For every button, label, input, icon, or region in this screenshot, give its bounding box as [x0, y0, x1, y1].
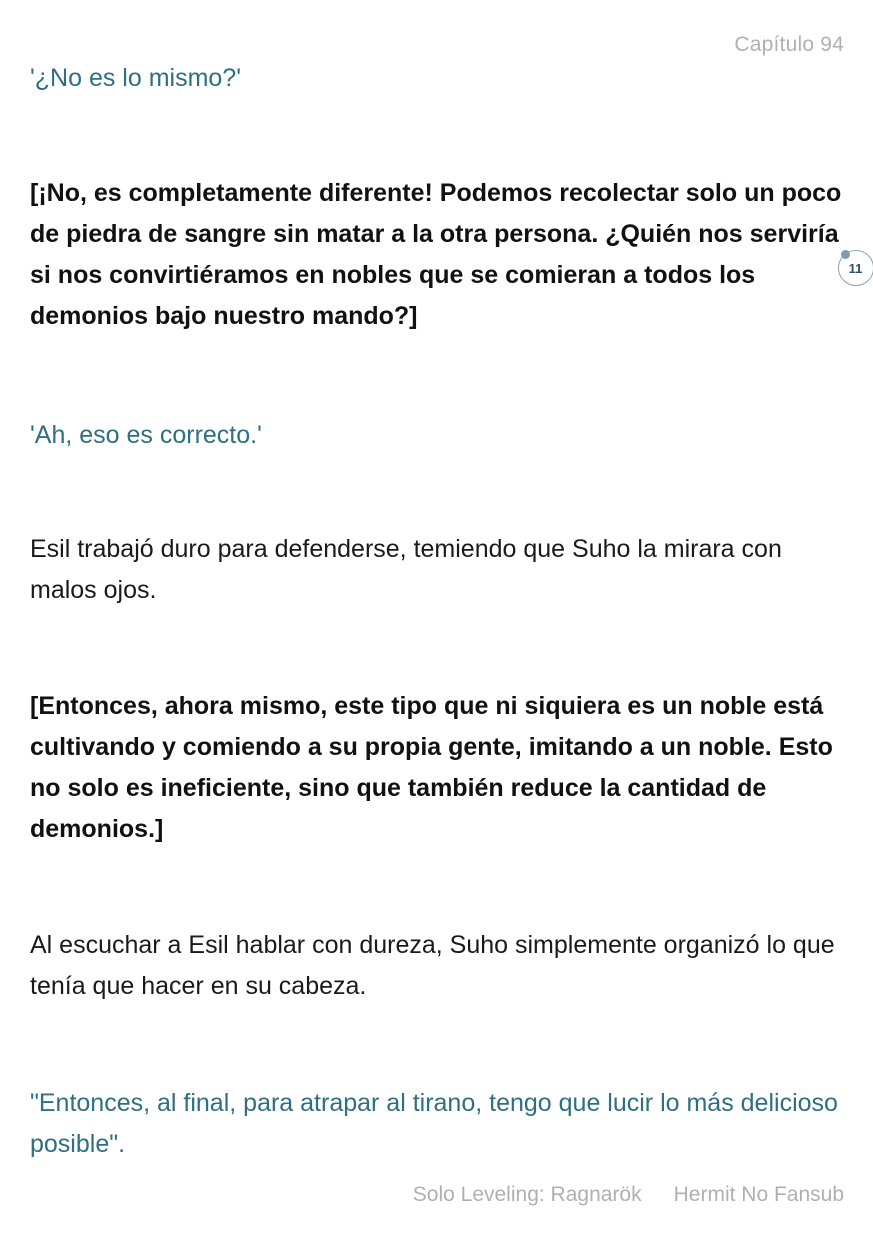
paragraph-system-message: [¡No, es completamente diferente! Podemos recolectar solo un poco de piedra de sangre sin matar a la otra persona. ¿Quién nos serviría si nos convirtiéramos en nobles que se comieran a todos los demonios bajo nuestro mando?] [30, 179, 842, 330]
page-indicator-number: 11 [848, 261, 863, 276]
footer-translator: Hermit No Fansub [673, 1183, 844, 1206]
paragraph-thought: '¿No es lo mismo?' [30, 64, 241, 92]
paragraph-narration: Al escuchar a Esil hablar con dureza, Suho simplemente organizó lo que tenía que hacer en su cabeza. [30, 931, 835, 1000]
page-indicator-button[interactable] [838, 250, 873, 286]
footer [413, 1183, 844, 1207]
paragraph-system-message: [Entonces, ahora mismo, este tipo que ni siquiera es un noble está cultivando y comiendo a su propia gente, imitando a un noble. Esto no solo es ineficiente, sino que también reduce la cantidad de demonios.] [30, 692, 833, 843]
paragraph-thought: 'Ah, eso es correcto.' [30, 421, 262, 449]
paragraph-speech: "Entonces, al final, para atrapar al tirano, tengo que lucir lo más delicioso posible". [30, 1089, 838, 1158]
chapter-label: Capítulo 94 [734, 33, 844, 56]
paragraph-narration: Esil trabajó duro para defenderse, temiendo que Suho la mirara con malos ojos. [30, 535, 782, 604]
footer-novel-title: Solo Leveling: Ragnarök [412, 1183, 642, 1206]
